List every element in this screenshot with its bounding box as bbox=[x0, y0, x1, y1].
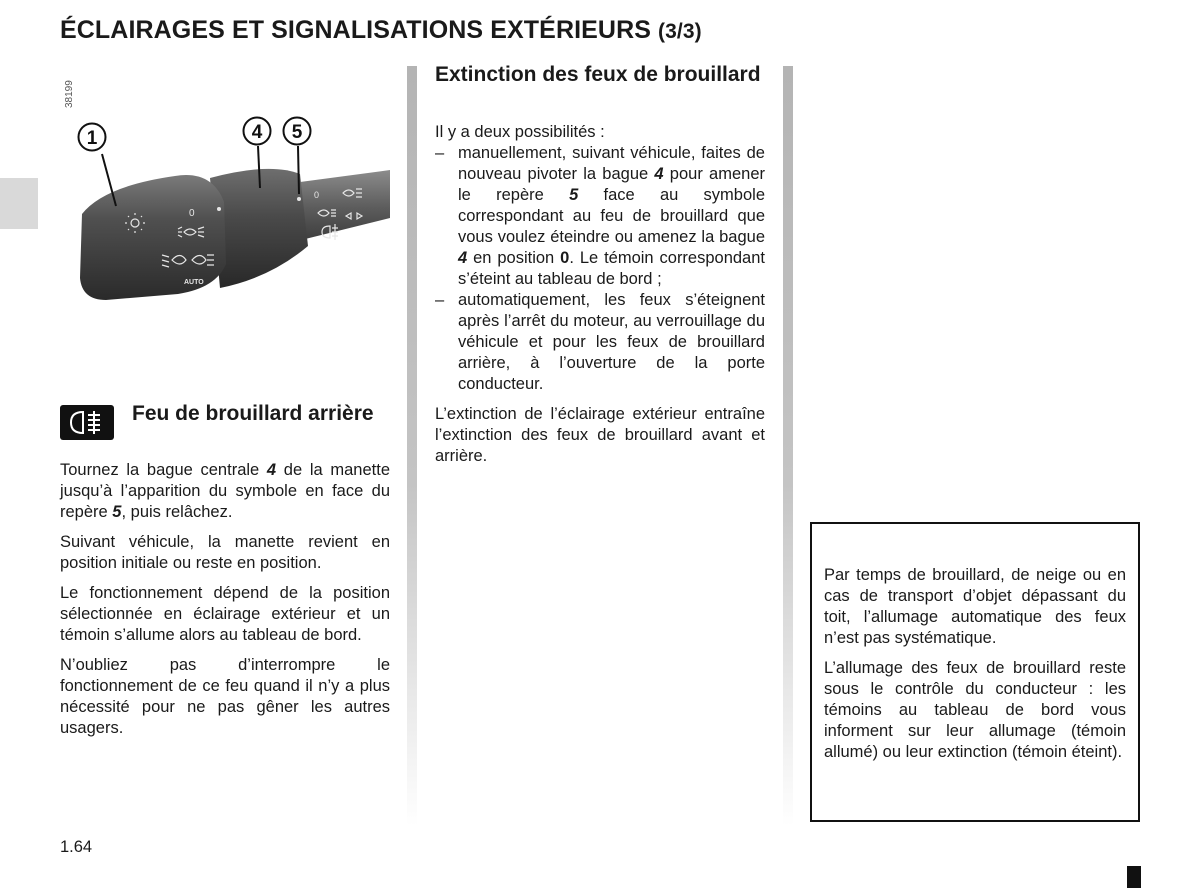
note-paragraph: L’allumage des feux de brouillard reste sous le contrôle du conducteur : les témoins au tableau de bord vous informent sur leur allumage (témoin allumé) ou leur extinction (témoin éteint). bbox=[824, 659, 1126, 761]
bullet-dash: – bbox=[435, 144, 445, 162]
extinction-bullet-list bbox=[435, 143, 765, 395]
text-run: 5 bbox=[112, 503, 122, 521]
page-title bbox=[60, 16, 702, 45]
column-divider-right bbox=[783, 66, 793, 826]
chapter-tab bbox=[0, 178, 38, 229]
text-run: automatiquement, les feux s’éteignent après l’arrêt du moteur, au verrouillage du véhicule et pour les feux de brouillard arrière, à l’ouverture de la porte conducteur. bbox=[458, 291, 765, 393]
rear-fog-lamp-icon bbox=[60, 405, 114, 440]
text-run: de la manette jusqu’à l’apparition du symbole en face du repère bbox=[60, 461, 390, 521]
text-run: 4 bbox=[654, 165, 664, 183]
stalk-tip bbox=[80, 175, 226, 300]
fog-paragraph bbox=[60, 460, 390, 523]
page-number: 1.64 bbox=[60, 838, 93, 856]
text-run: manuellement, suivant véhicule, faites de nouveau pivoter la bague bbox=[458, 144, 765, 183]
note-text bbox=[824, 565, 1126, 763]
extinction-intro: Il y a deux possibilités : bbox=[435, 123, 605, 141]
extinction-outro: L’extinction de l’éclairage extérieur entraîne l’extinction des feux de brouillard avant et arrière. bbox=[435, 405, 765, 465]
svg-text:1: 1 bbox=[86, 128, 98, 149]
corner-mark bbox=[1127, 866, 1141, 888]
text-run: pour amener le repère bbox=[458, 165, 765, 204]
figure-reference-number: 38199 bbox=[64, 80, 75, 108]
text-run: . Le témoin correspondant s’éteint au tableau de bord ; bbox=[458, 249, 765, 288]
svg-text:5: 5 bbox=[291, 122, 303, 143]
extinction-section-heading: Extinction des feux de brouillard bbox=[435, 63, 761, 86]
text-run: Tournez la bague centrale bbox=[60, 461, 267, 479]
text-run: 0 bbox=[560, 249, 570, 267]
extinction-bullet-item bbox=[435, 290, 765, 395]
text-run: 4 bbox=[266, 461, 277, 479]
text-run: Le fonctionnement dépend de la position sélectionnée en éclairage extérieur et un témoin s’allume alors au tableau de bord. bbox=[60, 584, 390, 644]
auto-label: AUTO bbox=[184, 279, 204, 286]
extinction-section-text bbox=[435, 122, 765, 467]
fog-paragraph bbox=[60, 583, 390, 646]
light-switch-stalk-illustration bbox=[60, 66, 390, 366]
page-title-text: ÉCLAIRAGES ET SIGNALISATIONS EXTÉRIEURS bbox=[60, 16, 651, 44]
text-run: face au symbole correspondant au feu de brouillard que vous voulez éteindre ou amenez la bague bbox=[458, 186, 765, 246]
fog-section-text bbox=[60, 460, 390, 739]
text-run: Suivant véhicule, la manette revient en position initiale ou reste en position. bbox=[60, 533, 390, 572]
extinction-bullet-item bbox=[435, 143, 765, 290]
fog-section-heading: Feu de brouillard arrière bbox=[132, 402, 374, 425]
note-box bbox=[810, 522, 1140, 822]
note-paragraph: Par temps de brouillard, de neige ou en cas de transport d’objet dépassant du toit, l’allumage automatique des feux n’est pas systématique. bbox=[824, 566, 1126, 647]
fog-paragraph bbox=[60, 532, 390, 574]
text-run: 4 bbox=[458, 249, 468, 267]
svg-text:4: 4 bbox=[251, 122, 263, 143]
bullet-dash: – bbox=[435, 291, 445, 309]
text-run: 5 bbox=[569, 186, 579, 204]
ring-left-zero: 0 bbox=[189, 208, 195, 219]
text-run: , puis relâchez. bbox=[121, 503, 233, 521]
text-run: N’oubliez pas d’interrompre le fonctionnement de ce feu quand il n’y a plus nécessité pour ne pas gêner les autres usagers. bbox=[60, 656, 390, 737]
repere-dot bbox=[297, 197, 301, 201]
ring-right-zero: 0 bbox=[314, 190, 320, 200]
page-count: (3/3) bbox=[658, 20, 702, 43]
fog-paragraph bbox=[60, 655, 390, 739]
column-divider-left bbox=[407, 66, 417, 826]
text-run: en position bbox=[467, 249, 561, 267]
ring-marker-dot bbox=[217, 207, 221, 211]
